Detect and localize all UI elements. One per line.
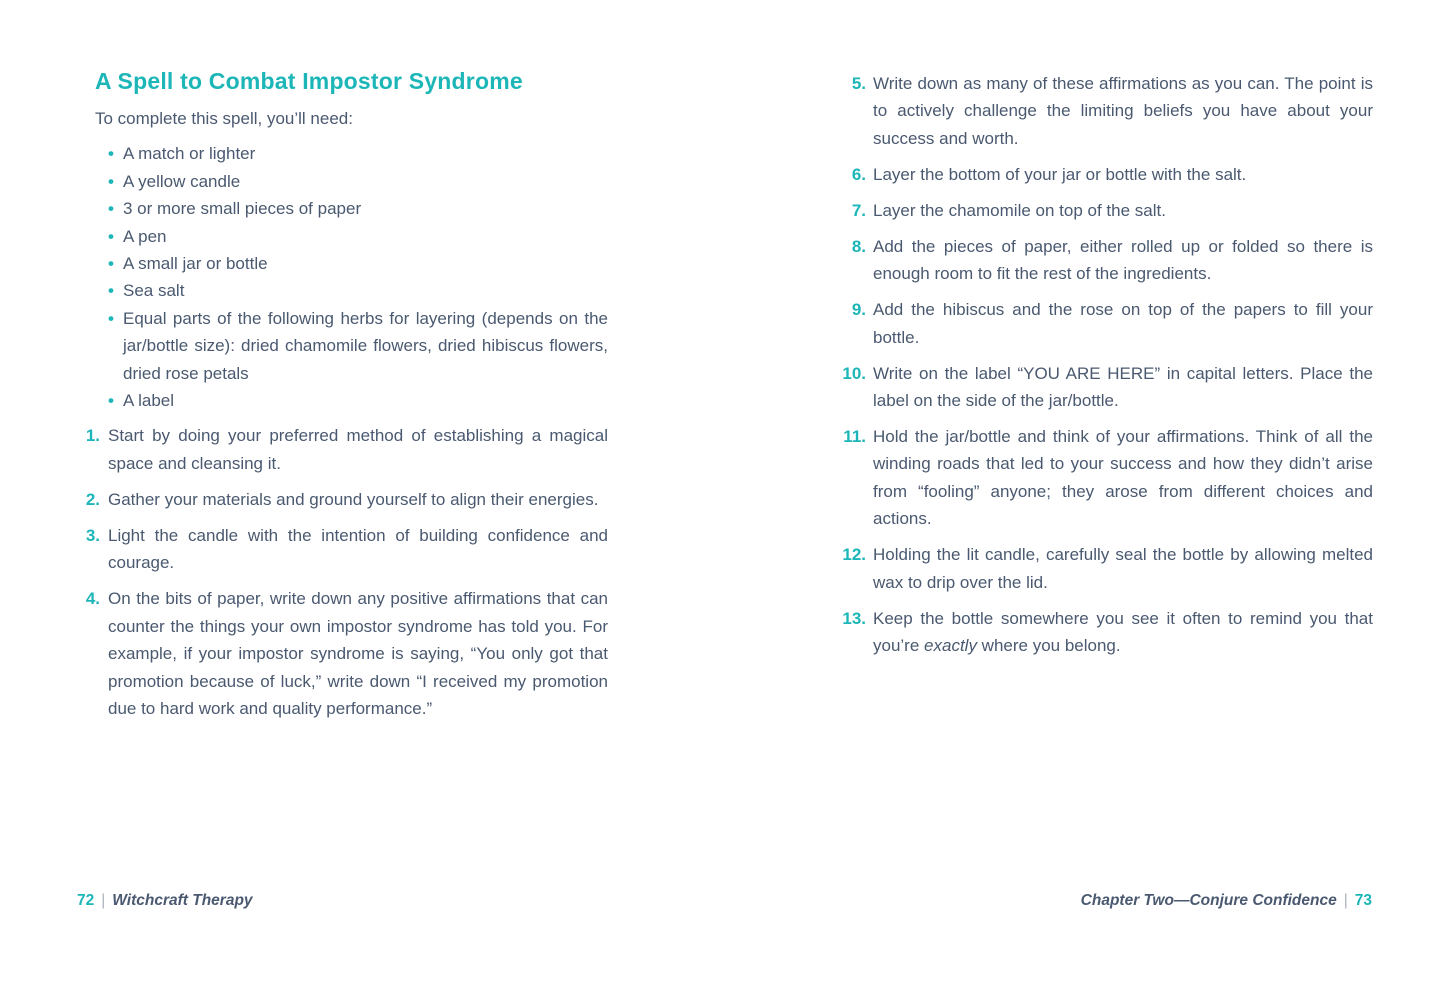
step-number: 10. [842,363,866,383]
step-text-segment: Keep the bottle somewhere you see it often to remind you that you’re [873,608,1373,656]
list-item: • Equal parts of the following herbs for layering (depends on the jar/bottle size): dried chamomile flowers, dried hibiscus flowers, dried rose petals [123,305,608,387]
step-text: Layer the chamomile on top of the salt. [873,200,1166,220]
steps-list-left [82,422,608,722]
step-item [837,70,1373,152]
step-item [837,161,1373,188]
step-text [873,605,1373,660]
step-item [837,296,1373,351]
step-text: Layer the bottom of your jar or bottle with the salt. [873,164,1247,184]
step-number: 9. [851,300,866,320]
step-text: Add the pieces of paper, either rolled up or folded so there is enough room to fit the rest of the ingredients. [873,236,1373,284]
step-text: Start by doing your preferred method of establishing a magical space and cleansing it. [108,426,608,473]
step-text: On the bits of paper, write down any positive affirmations that can counter the things your own impostor syndrome has told you. For example, if your impostor syndrome is saying, “You only got that promotion because of luck,” write down “I received my promotion due to hard work and quality performance.” [108,589,608,718]
step-number: 11. [843,427,866,447]
step-item [837,541,1373,596]
step-text: Hold the jar/bottle and think of your affirmations. Think of all the winding roads that led to your success and how they didn’t arise from “fooling” anyone; they arose from different choices and actions. [873,427,1373,529]
step-text: Gather your materials and ground yourself to align their energies. [108,489,599,509]
footer-left [77,892,253,910]
step-text: Write on the label “YOU ARE HERE” in capital letters. Place the label on the side of the jar/bottle. [873,363,1373,411]
list-item: • 3 or more small pieces of paper [123,195,608,222]
step-number: 12. [842,545,866,565]
materials-list [95,140,608,414]
step-number: 5. [851,74,866,93]
footer-divider: | [101,892,106,909]
step-text-segment: where you belong. [976,636,1121,656]
step-text: Light the candle with the intention of building confidence and courage. [108,525,608,573]
footer-divider: | [1343,892,1348,909]
step-text: Holding the lit candle, carefully seal the bottle by allowing melted wax to drip over the lid. [873,545,1373,592]
step-number: 4. [85,589,100,609]
page-left [85,68,608,731]
step-number: 7. [851,200,866,220]
list-item: • A match or lighter [123,140,608,167]
steps-list-right [837,70,1373,659]
step-text: Write down as many of these affirmations as you can. The point is to actively challenge the limiting beliefs you have about your success and worth. [873,74,1373,148]
step-item [837,233,1373,288]
step-item [837,197,1373,224]
list-item: • Sea salt [123,277,608,304]
step-number: 8. [851,236,866,256]
spell-title: A Spell to Combat Impostor Syndrome [95,68,523,94]
chapter-title: Chapter Two—Conjure Confidence [1080,892,1337,909]
step-number: 6. [851,164,866,184]
book-title: Witchcraft Therapy [112,892,253,909]
footer-right [1081,892,1372,910]
list-item: • A small jar or bottle [123,250,608,277]
list-item: • A pen [123,223,608,250]
step-number: 1. [85,426,100,446]
step-number: 3. [85,525,100,545]
page-right [837,70,1373,668]
step-text-italic: exactly [924,636,977,656]
step-item [837,605,1373,660]
list-item: • A label [123,387,608,414]
step-item [82,522,608,577]
page-number: 73 [1354,892,1372,909]
step-item [82,585,608,722]
page-number: 72 [77,892,95,909]
step-item [837,423,1373,533]
step-item [82,486,608,513]
step-item [82,422,608,477]
intro-text: To complete this spell, you’ll need: [95,109,353,128]
step-item [837,360,1373,415]
step-number: 13. [842,608,866,628]
step-number: 2. [85,489,100,509]
step-text: Add the hibiscus and the rose on top of the papers to fill your bottle. [873,300,1373,347]
list-item: • A yellow candle [123,168,608,195]
